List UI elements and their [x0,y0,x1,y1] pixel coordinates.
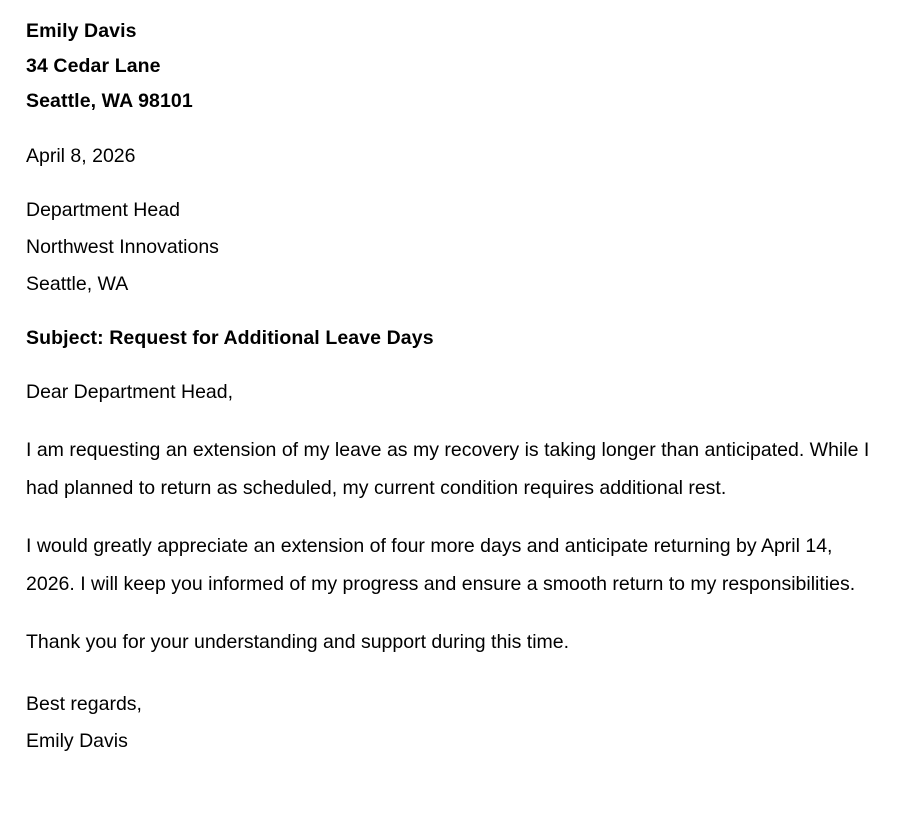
sender-city-state-zip: Seattle, WA 98101 [26,90,193,112]
sender-name: Emily Davis [26,20,137,42]
subject-line: Subject: Request for Additional Leave Days [26,327,434,349]
closing-salutation: Best regards, [26,692,142,715]
salutation: Dear Department Head, [26,381,234,403]
body-paragraph-1: I am requesting an extension of my leave as my recovery is taking longer than anticipated. While I had planned to return as scheduled, my current condition requires additional rest. [26,439,870,499]
sender-street: 34 Cedar Lane [26,55,161,77]
recipient-address-block [26,192,874,303]
recipient-location: Seattle, WA [26,273,129,295]
body-paragraph-2: I would greatly appreciate an extension of four more days and anticipate returning by April 14, 2026. I will keep you informed of my progress and ensure a smooth return to my responsibilities. [26,535,856,595]
letter-date-block [26,139,874,174]
signer-name: Emily Davis [26,729,128,752]
recipient-organization: Northwest Innovations [26,236,219,258]
recipient-title: Department Head [26,199,180,221]
body-paragraph-3: Thank you for your understanding and support during this time. [26,631,570,653]
letter-date: April 8, 2026 [26,145,136,167]
sender-address-block [26,14,874,119]
signature-block [26,686,874,760]
